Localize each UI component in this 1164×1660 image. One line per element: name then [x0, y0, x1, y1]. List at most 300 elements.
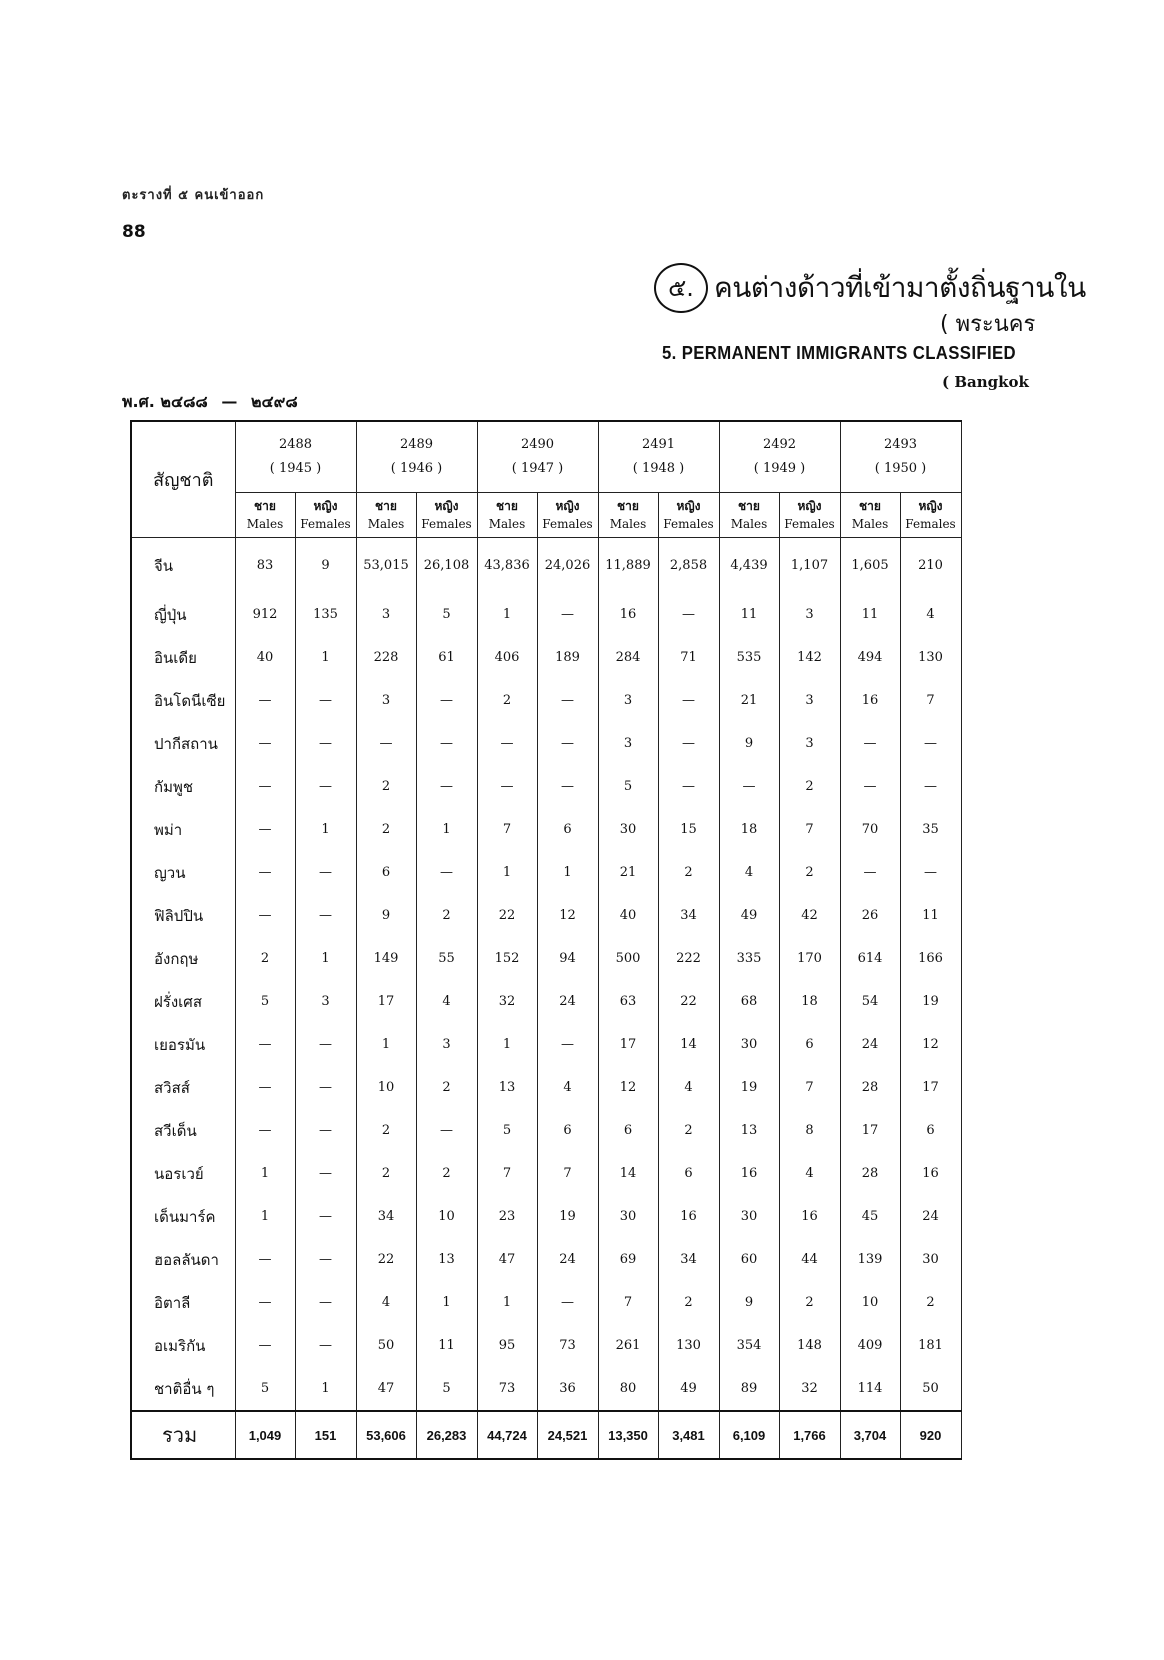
- male-column-header: [477, 493, 537, 538]
- value-cell: 406: [477, 636, 537, 679]
- value-cell: 1: [416, 1281, 477, 1324]
- value-cell: —: [356, 722, 416, 765]
- value-cell: 5: [416, 1367, 477, 1411]
- value-cell: 13: [416, 1238, 477, 1281]
- value-cell: 23: [477, 1195, 537, 1238]
- male-column-header: [840, 493, 900, 538]
- value-cell: 69: [598, 1238, 658, 1281]
- value-cell: 17: [356, 980, 416, 1023]
- value-cell: 7: [598, 1281, 658, 1324]
- year-header: [356, 421, 477, 493]
- value-cell: 7: [779, 1066, 840, 1109]
- nationality-cell: อังกฤษ: [131, 937, 235, 980]
- value-cell: 3: [779, 593, 840, 636]
- value-cell: 17: [598, 1023, 658, 1066]
- nationality-cell: ญวน: [131, 851, 235, 894]
- value-cell: 26,108: [416, 538, 477, 594]
- table-row: [131, 679, 961, 722]
- total-value-cell: 26,283: [416, 1411, 477, 1459]
- value-cell: 142: [779, 636, 840, 679]
- value-cell: 49: [719, 894, 779, 937]
- value-cell: 1: [477, 1023, 537, 1066]
- nationality-cell: เยอรมัน: [131, 1023, 235, 1066]
- sex-header-row: [131, 493, 961, 538]
- value-cell: 4: [658, 1066, 719, 1109]
- female-label-english: Females: [784, 517, 835, 531]
- value-cell: —: [235, 808, 295, 851]
- value-cell: —: [295, 851, 356, 894]
- male-label-english: Males: [367, 517, 405, 531]
- value-cell: 189: [537, 636, 598, 679]
- total-value-cell: 53,606: [356, 1411, 416, 1459]
- value-cell: 50: [356, 1324, 416, 1367]
- value-cell: —: [658, 722, 719, 765]
- nationality-cell: อินเดีย: [131, 636, 235, 679]
- nationality-cell: ญี่ปุ่น: [131, 593, 235, 636]
- value-cell: 166: [900, 937, 961, 980]
- value-cell: 1: [477, 593, 537, 636]
- value-cell: 30: [719, 1023, 779, 1066]
- table-row: [131, 1281, 961, 1324]
- nationality-cell: นอรเวย์: [131, 1152, 235, 1195]
- value-cell: 8: [779, 1109, 840, 1152]
- value-cell: 261: [598, 1324, 658, 1367]
- value-cell: 5: [416, 593, 477, 636]
- value-cell: 26: [840, 894, 900, 937]
- male-label-english: Males: [730, 517, 768, 531]
- value-cell: 2: [779, 765, 840, 808]
- value-cell: 60: [719, 1238, 779, 1281]
- nationality-cell: อินโดนีเซีย: [131, 679, 235, 722]
- male-column-header: [719, 493, 779, 538]
- value-cell: 36: [537, 1367, 598, 1411]
- nationality-cell: เด็นมาร์ค: [131, 1195, 235, 1238]
- value-cell: —: [235, 851, 295, 894]
- value-cell: 47: [477, 1238, 537, 1281]
- value-cell: 22: [477, 894, 537, 937]
- table-row: [131, 722, 961, 765]
- thai-subtitle: ( พระนคร: [940, 312, 1036, 337]
- nationality-cell: ฮอลลันดา: [131, 1238, 235, 1281]
- female-column-header: [658, 493, 719, 538]
- value-cell: 5: [598, 765, 658, 808]
- value-cell: 43,836: [477, 538, 537, 594]
- table-row: [131, 1152, 961, 1195]
- nationality-cell: ฝรั่งเศส: [131, 980, 235, 1023]
- value-cell: —: [537, 679, 598, 722]
- value-cell: 2: [235, 937, 295, 980]
- year-be: 2490: [520, 437, 555, 452]
- value-cell: 80: [598, 1367, 658, 1411]
- total-value-cell: 24,521: [537, 1411, 598, 1459]
- table-header: [131, 421, 961, 538]
- table-row: [131, 937, 961, 980]
- value-cell: 4: [537, 1066, 598, 1109]
- value-cell: —: [900, 851, 961, 894]
- table-row: [131, 1195, 961, 1238]
- year-be: 2492: [762, 437, 797, 452]
- value-cell: 30: [598, 1195, 658, 1238]
- male-label-thai: ชาย: [859, 499, 881, 513]
- male-label-english: Males: [609, 517, 647, 531]
- value-cell: 11: [900, 894, 961, 937]
- value-cell: 24,026: [537, 538, 598, 594]
- value-cell: 130: [900, 636, 961, 679]
- value-cell: 12: [598, 1066, 658, 1109]
- value-cell: 1: [356, 1023, 416, 1066]
- value-cell: —: [840, 722, 900, 765]
- value-cell: 1: [295, 937, 356, 980]
- value-cell: 7: [477, 808, 537, 851]
- nationality-cell: ชาติอื่น ๆ: [131, 1367, 235, 1411]
- value-cell: 50: [900, 1367, 961, 1411]
- value-cell: 44: [779, 1238, 840, 1281]
- value-cell: 30: [719, 1195, 779, 1238]
- value-cell: 19: [719, 1066, 779, 1109]
- value-cell: 2: [416, 1152, 477, 1195]
- male-label-english: Males: [246, 517, 284, 531]
- table-row: [131, 1367, 961, 1411]
- value-cell: 45: [840, 1195, 900, 1238]
- value-cell: —: [658, 679, 719, 722]
- value-cell: 3: [779, 679, 840, 722]
- value-cell: 284: [598, 636, 658, 679]
- value-cell: —: [658, 593, 719, 636]
- value-cell: 61: [416, 636, 477, 679]
- value-cell: 16: [840, 679, 900, 722]
- value-cell: —: [658, 765, 719, 808]
- value-cell: 3: [779, 722, 840, 765]
- english-subtitle: ( Bangkok: [942, 373, 1029, 391]
- value-cell: 24: [537, 1238, 598, 1281]
- table-row: [131, 1109, 961, 1152]
- value-cell: 181: [900, 1324, 961, 1367]
- total-value-cell: 44,724: [477, 1411, 537, 1459]
- value-cell: 2: [416, 894, 477, 937]
- value-cell: —: [900, 765, 961, 808]
- total-value-cell: 1,049: [235, 1411, 295, 1459]
- value-cell: 614: [840, 937, 900, 980]
- table-row: [131, 1238, 961, 1281]
- year-range-dash: —: [221, 392, 238, 411]
- value-cell: 4: [900, 593, 961, 636]
- value-cell: 130: [658, 1324, 719, 1367]
- value-cell: 6: [779, 1023, 840, 1066]
- value-cell: 3: [416, 1023, 477, 1066]
- value-cell: 40: [598, 894, 658, 937]
- value-cell: 18: [779, 980, 840, 1023]
- value-cell: 5: [477, 1109, 537, 1152]
- table-body: [131, 538, 961, 1460]
- value-cell: —: [416, 765, 477, 808]
- value-cell: —: [295, 1152, 356, 1195]
- value-cell: 9: [295, 538, 356, 594]
- value-cell: 1,107: [779, 538, 840, 594]
- value-cell: —: [477, 765, 537, 808]
- male-label-thai: ชาย: [738, 499, 760, 513]
- male-column-header: [598, 493, 658, 538]
- table-row: [131, 593, 961, 636]
- value-cell: —: [537, 765, 598, 808]
- value-cell: 10: [416, 1195, 477, 1238]
- value-cell: 2: [356, 765, 416, 808]
- value-cell: 4: [356, 1281, 416, 1324]
- total-row: [131, 1411, 961, 1459]
- male-label-english: Males: [488, 517, 526, 531]
- value-cell: 7: [537, 1152, 598, 1195]
- year-be: 2491: [641, 437, 676, 452]
- value-cell: 34: [658, 1238, 719, 1281]
- value-cell: 114: [840, 1367, 900, 1411]
- value-cell: 4,439: [719, 538, 779, 594]
- value-cell: 1: [477, 1281, 537, 1324]
- immigrants-table: [130, 420, 962, 1460]
- value-cell: 222: [658, 937, 719, 980]
- female-column-header: [900, 493, 961, 538]
- value-cell: 4: [416, 980, 477, 1023]
- female-column-header: [779, 493, 840, 538]
- value-cell: 6: [900, 1109, 961, 1152]
- year-be: 2489: [399, 437, 434, 452]
- value-cell: 16: [598, 593, 658, 636]
- value-cell: 19: [900, 980, 961, 1023]
- value-cell: 16: [719, 1152, 779, 1195]
- value-cell: 32: [477, 980, 537, 1023]
- value-cell: 30: [900, 1238, 961, 1281]
- value-cell: 73: [477, 1367, 537, 1411]
- value-cell: 9: [719, 1281, 779, 1324]
- female-label-thai: หญิง: [676, 499, 701, 513]
- female-column-header: [295, 493, 356, 538]
- value-cell: 12: [537, 894, 598, 937]
- year-ad: ( 1946 ): [390, 461, 443, 476]
- value-cell: 13: [719, 1109, 779, 1152]
- value-cell: 1: [295, 808, 356, 851]
- value-cell: 5: [235, 980, 295, 1023]
- value-cell: —: [295, 1324, 356, 1367]
- table-row: [131, 808, 961, 851]
- value-cell: 3: [598, 722, 658, 765]
- nationality-header: สัญชาติ: [131, 421, 235, 538]
- value-cell: 2: [477, 679, 537, 722]
- value-cell: —: [235, 1281, 295, 1324]
- female-label-thai: หญิง: [313, 499, 338, 513]
- value-cell: 3: [295, 980, 356, 1023]
- year-ad: ( 1947 ): [511, 461, 564, 476]
- value-cell: —: [537, 1281, 598, 1324]
- value-cell: 17: [900, 1066, 961, 1109]
- table-row: [131, 851, 961, 894]
- total-value-cell: 1,766: [779, 1411, 840, 1459]
- female-label-thai: หญิง: [918, 499, 943, 513]
- value-cell: 14: [598, 1152, 658, 1195]
- value-cell: —: [295, 765, 356, 808]
- value-cell: 22: [356, 1238, 416, 1281]
- male-label-thai: ชาย: [617, 499, 639, 513]
- value-cell: —: [235, 1238, 295, 1281]
- value-cell: 21: [598, 851, 658, 894]
- value-cell: —: [295, 1023, 356, 1066]
- running-head: ตะรางที่ ๕ คนเข้าออก: [122, 188, 265, 203]
- value-cell: 2: [900, 1281, 961, 1324]
- value-cell: —: [295, 679, 356, 722]
- value-cell: —: [295, 722, 356, 765]
- nationality-cell: กัมพูช: [131, 765, 235, 808]
- male-label-thai: ชาย: [254, 499, 276, 513]
- value-cell: 6: [658, 1152, 719, 1195]
- value-cell: 2: [356, 1152, 416, 1195]
- value-cell: 139: [840, 1238, 900, 1281]
- value-cell: 28: [840, 1066, 900, 1109]
- year-header: [235, 421, 356, 493]
- thai-title: คนต่างด้าวที่เข้ามาตั้งถิ่นฐานใน: [714, 271, 1086, 304]
- male-column-header: [235, 493, 295, 538]
- value-cell: 2: [356, 808, 416, 851]
- value-cell: 409: [840, 1324, 900, 1367]
- value-cell: 55: [416, 937, 477, 980]
- value-cell: 2: [779, 1281, 840, 1324]
- total-value-cell: 6,109: [719, 1411, 779, 1459]
- value-cell: 9: [356, 894, 416, 937]
- value-cell: 2: [356, 1109, 416, 1152]
- table-row: [131, 1023, 961, 1066]
- year-be: 2488: [278, 437, 313, 452]
- value-cell: 10: [356, 1066, 416, 1109]
- female-label-english: Females: [300, 517, 351, 531]
- value-cell: 11,889: [598, 538, 658, 594]
- value-cell: 135: [295, 593, 356, 636]
- female-label-thai: หญิง: [797, 499, 822, 513]
- value-cell: —: [416, 679, 477, 722]
- value-cell: —: [235, 722, 295, 765]
- nationality-cell: ปากีสถาน: [131, 722, 235, 765]
- nationality-cell: จีน: [131, 538, 235, 594]
- male-label-thai: ชาย: [496, 499, 518, 513]
- value-cell: 16: [658, 1195, 719, 1238]
- value-cell: 3: [356, 679, 416, 722]
- value-cell: 18: [719, 808, 779, 851]
- value-cell: 24: [840, 1023, 900, 1066]
- value-cell: —: [900, 722, 961, 765]
- table-row: [131, 1324, 961, 1367]
- male-label-english: Males: [851, 517, 889, 531]
- total-value-cell: 3,481: [658, 1411, 719, 1459]
- value-cell: —: [840, 765, 900, 808]
- value-cell: 6: [598, 1109, 658, 1152]
- value-cell: 7: [477, 1152, 537, 1195]
- value-cell: 19: [537, 1195, 598, 1238]
- value-cell: 335: [719, 937, 779, 980]
- nationality-cell: อิตาลี: [131, 1281, 235, 1324]
- value-cell: 16: [900, 1152, 961, 1195]
- table-row: [131, 636, 961, 679]
- year-ad: ( 1949 ): [753, 461, 806, 476]
- nationality-cell: สวีเด็น: [131, 1109, 235, 1152]
- value-cell: 13: [477, 1066, 537, 1109]
- value-cell: 95: [477, 1324, 537, 1367]
- value-cell: 4: [779, 1152, 840, 1195]
- value-cell: 83: [235, 538, 295, 594]
- value-cell: 3: [598, 679, 658, 722]
- value-cell: 2: [658, 1281, 719, 1324]
- value-cell: 73: [537, 1324, 598, 1367]
- value-cell: 2: [416, 1066, 477, 1109]
- value-cell: 70: [840, 808, 900, 851]
- value-cell: 1: [477, 851, 537, 894]
- value-cell: 1: [295, 636, 356, 679]
- table-row: [131, 538, 961, 594]
- value-cell: 40: [235, 636, 295, 679]
- value-cell: 11: [416, 1324, 477, 1367]
- value-cell: 35: [900, 808, 961, 851]
- value-cell: 2,858: [658, 538, 719, 594]
- value-cell: 3: [356, 593, 416, 636]
- value-cell: —: [235, 679, 295, 722]
- value-cell: 1,605: [840, 538, 900, 594]
- female-column-header: [416, 493, 477, 538]
- value-cell: 24: [537, 980, 598, 1023]
- table-row: [131, 765, 961, 808]
- value-cell: —: [840, 851, 900, 894]
- value-cell: 7: [779, 808, 840, 851]
- value-cell: 4: [719, 851, 779, 894]
- value-cell: 63: [598, 980, 658, 1023]
- value-cell: 5: [235, 1367, 295, 1411]
- value-cell: 494: [840, 636, 900, 679]
- year-be: 2493: [883, 437, 918, 452]
- value-cell: 22: [658, 980, 719, 1023]
- value-cell: 49: [658, 1367, 719, 1411]
- value-cell: 1: [295, 1367, 356, 1411]
- value-cell: 7: [900, 679, 961, 722]
- female-label-english: Females: [663, 517, 714, 531]
- year-range-start: พ.ศ. ๒๔๘๘: [122, 392, 208, 411]
- value-cell: —: [235, 1109, 295, 1152]
- value-cell: 53,015: [356, 538, 416, 594]
- table-row: [131, 980, 961, 1023]
- value-cell: 6: [537, 808, 598, 851]
- value-cell: —: [477, 722, 537, 765]
- value-cell: 28: [840, 1152, 900, 1195]
- table-row: [131, 894, 961, 937]
- value-cell: —: [416, 851, 477, 894]
- table-number-circle: ๕.: [654, 263, 708, 313]
- total-value-cell: 13,350: [598, 1411, 658, 1459]
- female-column-header: [537, 493, 598, 538]
- value-cell: 535: [719, 636, 779, 679]
- value-cell: 148: [779, 1324, 840, 1367]
- value-cell: 152: [477, 937, 537, 980]
- value-cell: —: [235, 1066, 295, 1109]
- value-cell: 24: [900, 1195, 961, 1238]
- year-range: [122, 390, 298, 415]
- value-cell: 34: [658, 894, 719, 937]
- nationality-cell: อเมริกัน: [131, 1324, 235, 1367]
- value-cell: —: [235, 1023, 295, 1066]
- year-header: [477, 421, 598, 493]
- female-label-english: Females: [421, 517, 472, 531]
- year-header: [598, 421, 719, 493]
- total-value-cell: 920: [900, 1411, 961, 1459]
- value-cell: 17: [840, 1109, 900, 1152]
- nationality-cell: พม่า: [131, 808, 235, 851]
- value-cell: 11: [719, 593, 779, 636]
- value-cell: —: [295, 1066, 356, 1109]
- total-label: รวม: [131, 1411, 235, 1459]
- value-cell: 1: [235, 1195, 295, 1238]
- value-cell: —: [416, 1109, 477, 1152]
- value-cell: —: [537, 722, 598, 765]
